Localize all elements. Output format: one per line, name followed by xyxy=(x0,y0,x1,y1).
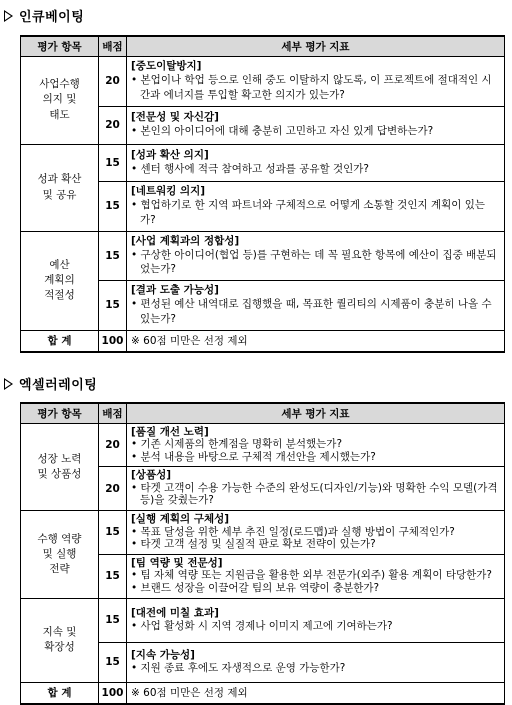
total-row xyxy=(21,682,505,704)
detail-bullet: • 구상한 아이디어(협업 등)를 구현하는 데 꼭 필요한 항목에 예산이 집중 배분되었는가? xyxy=(131,248,497,276)
table-row xyxy=(21,423,505,467)
total-score: 100 xyxy=(99,330,127,352)
detail-bullet: • 편성된 예산 내역대로 집행했을 때, 목표한 퀄리티의 시제품이 충분히 나올 수 있는가? xyxy=(131,298,492,325)
detail-bullet: • 본인의 아이디어에 대해 충분히 고민하고 자신 있게 답변하는가? xyxy=(131,125,434,138)
detail-heading: [대전에 미칠 효과] xyxy=(131,607,219,620)
detail-bullet: • 브랜드 성장을 이끌어갈 팀의 보유 역량이 충분한가? xyxy=(131,582,380,595)
header-category: 평가 항목 xyxy=(21,403,99,423)
total-label: 합 계 xyxy=(21,330,99,352)
triangle-bullet-icon xyxy=(4,378,13,390)
detail-cell xyxy=(127,106,505,144)
detail-heading: [중도이탈방지] xyxy=(131,59,202,72)
category-cell: 예산 계획의 적절성 xyxy=(21,231,99,330)
detail-bullet: • 센터 행사에 적극 참여하고 성과를 공유할 것인가? xyxy=(131,162,369,175)
detail-cell xyxy=(127,642,505,682)
detail-cell xyxy=(127,423,505,467)
detail-bullet: • 사업 활성화 시 지역 경제나 이미지 제고에 기여하는가? xyxy=(131,619,393,632)
section-title-incubating xyxy=(4,6,84,25)
category-cell: 사업수행 의지 및 태도 xyxy=(21,56,99,144)
detail-bullet: • 본업이나 학업 등으로 인해 중도 이탈하지 않도록, 이 프로젝트에 절대적인 시간과 에너지를 투입할 확고한 의지가 있는가? xyxy=(131,73,492,101)
detail-heading: [사업 계획과의 정합성] xyxy=(131,234,240,247)
detail-cell xyxy=(127,554,505,598)
category-cell: 성장 노력 및 상품성 xyxy=(21,423,99,511)
header-category: 평가 항목 xyxy=(21,36,99,56)
header-detail: 세부 평가 지표 xyxy=(127,403,505,423)
score-cell: 20 xyxy=(99,467,127,511)
header-score: 배점 xyxy=(99,36,127,56)
category-cell: 지속 및 확장성 xyxy=(21,598,99,682)
detail-bullet: • 타겟 고객 설정 및 실질적 판로 확보 전략이 있는가? xyxy=(131,538,376,551)
detail-heading: [지속 가능성] xyxy=(131,649,195,662)
detail-cell xyxy=(127,281,505,331)
table-row xyxy=(21,598,505,642)
score-cell: 15 xyxy=(99,511,127,555)
total-row xyxy=(21,330,505,352)
detail-cell xyxy=(127,598,505,642)
header-detail: 세부 평가 지표 xyxy=(127,36,505,56)
detail-bullet: • 기존 시제품의 한계점을 명확히 분석했는가? xyxy=(131,438,343,451)
score-cell: 15 xyxy=(99,281,127,331)
score-cell: 15 xyxy=(99,231,127,281)
table-row xyxy=(21,511,505,555)
detail-bullet: • 협업하기로 한 지역 파트너와 구체적으로 어떻게 소통할 것인지 계획이 있는가? xyxy=(131,198,486,226)
table-header-row xyxy=(21,36,505,56)
detail-heading: [상품성] xyxy=(131,469,172,482)
score-cell: 15 xyxy=(99,598,127,642)
score-cell: 15 xyxy=(99,642,127,682)
incubating-evaluation-table xyxy=(20,35,505,353)
header-score: 배점 xyxy=(99,403,127,423)
detail-cell xyxy=(127,144,505,181)
table-row xyxy=(21,231,505,281)
detail-heading: [품질 개선 노력] xyxy=(131,425,209,438)
section-title-text: 엑셀러레이팅 xyxy=(19,378,98,393)
category-cell: 수행 역량 및 실행 전략 xyxy=(21,511,99,599)
detail-bullet: • 지원 종료 후에도 자생적으로 운영 가능한가? xyxy=(131,661,346,674)
detail-bullet: • 목표 달성을 위한 세부 추진 일정(로드맵)과 실행 방법이 구체적인가? xyxy=(131,525,455,538)
total-note: ※ 60점 미만은 선정 제외 xyxy=(127,682,505,704)
category-cell: 성과 확산 및 공유 xyxy=(21,144,99,231)
accelerating-evaluation-table xyxy=(20,402,505,705)
score-cell: 20 xyxy=(99,106,127,144)
section-title-accelerating xyxy=(4,374,97,393)
detail-bullet: • 타겟 고객이 수용 가능한 수준의 완성도(디자인/기능)와 명확한 수익 모델(가격 등)을 갖췄는가? xyxy=(131,481,498,507)
score-cell: 20 xyxy=(99,423,127,467)
score-cell: 15 xyxy=(99,144,127,181)
detail-cell xyxy=(127,181,505,231)
detail-heading: [네트워킹 의지] xyxy=(131,184,206,197)
detail-heading: [실행 계획의 구체성] xyxy=(131,513,230,526)
table-row xyxy=(21,56,505,106)
detail-cell xyxy=(127,56,505,106)
score-cell: 20 xyxy=(99,56,127,106)
score-cell: 15 xyxy=(99,181,127,231)
total-score: 100 xyxy=(99,682,127,704)
score-cell: 15 xyxy=(99,554,127,598)
detail-heading: [팀 역량 및 전문성] xyxy=(131,556,223,569)
detail-cell xyxy=(127,511,505,555)
detail-cell xyxy=(127,467,505,511)
detail-heading: [전문성 및 자신감] xyxy=(131,111,219,124)
table-header-row xyxy=(21,403,505,423)
triangle-bullet-icon xyxy=(4,10,13,22)
detail-heading: [결과 도출 가능성] xyxy=(131,284,219,297)
total-label: 합 계 xyxy=(21,682,99,704)
section-title-text: 인큐베이팅 xyxy=(19,10,85,25)
detail-bullet: • 팀 자체 역량 또는 지원금을 활용한 외부 전문가(외주) 활용 계획이 타당한가? xyxy=(131,569,492,582)
detail-cell xyxy=(127,231,505,281)
detail-bullet: • 분석 내용을 바탕으로 구체적 개선안을 제시했는가? xyxy=(131,450,376,463)
total-note: ※ 60점 미만은 선정 제외 xyxy=(127,330,505,352)
detail-heading: [성과 확산 의지] xyxy=(131,148,209,161)
table-row xyxy=(21,144,505,181)
